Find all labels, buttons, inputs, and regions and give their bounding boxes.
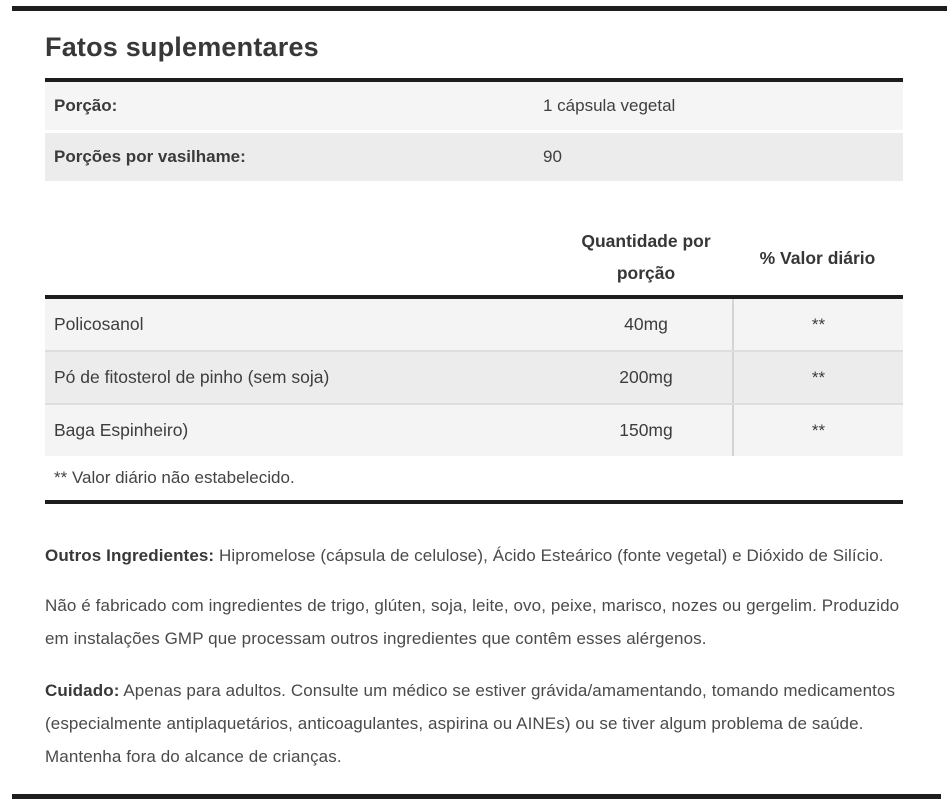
ingredient-name: Baga Espinheiro)	[54, 420, 189, 440]
caution-text: Apenas para adultos. Consulte um médico se estiver grávida/amamentando, tomando medicamentos (especialmente antiplaquetários, anticoagulantes, aspirina ou AINEs) ou se tiver algum problema de saúde. Mantenha fora do alcance de crianças.	[45, 681, 896, 766]
percent-daily-value-header: % Valor diário	[759, 247, 876, 268]
amount-per-serving-header: Quantidade por porção	[581, 231, 711, 283]
supplement-facts-panel	[45, 0, 903, 773]
other-ingredients-label: Outros Ingredientes:	[45, 546, 215, 565]
ingredient-name: Pó de fitosterol de pinho (sem soja)	[54, 367, 330, 387]
top-border-rule	[12, 6, 947, 11]
daily-value-footnote: ** Valor diário não estabelecido.	[45, 456, 903, 504]
table-row	[45, 299, 903, 350]
servings-per-container-row	[45, 130, 903, 181]
serving-size-row	[45, 82, 903, 130]
ingredient-amount: 150mg	[619, 420, 673, 440]
serving-size-value: 1 cápsula vegetal	[543, 96, 676, 115]
allergen-text: Não é fabricado com ingredientes de trigo, glúten, soja, leite, ovo, peixe, marisco, nozes ou gergelim. Produzido em instalações GMP que processam outros ingredientes que contêm esses alérgenos.	[45, 596, 900, 648]
facts-table	[45, 295, 903, 504]
ingredient-name: Policosanol	[54, 314, 144, 334]
page-title: Fatos suplementares	[45, 32, 319, 62]
allergen-paragraph	[45, 589, 903, 655]
servings-per-container-label: Porções por vasilhame:	[54, 147, 246, 166]
ingredient-amount: 200mg	[619, 367, 673, 387]
ingredient-amount: 40mg	[624, 314, 668, 334]
ingredient-daily-value: **	[732, 352, 903, 403]
facts-column-headers	[45, 221, 903, 295]
servings-per-container-value: 90	[543, 147, 562, 166]
other-ingredients-paragraph	[45, 539, 903, 572]
bottom-border-rule	[12, 794, 941, 799]
serving-size-label: Porção:	[54, 96, 118, 115]
table-row	[45, 403, 903, 456]
serving-info-table	[45, 78, 903, 181]
other-ingredients-text: Hipromelose (cápsula de celulose), Ácido Esteárico (fonte vegetal) e Dióxido de Silício.	[214, 546, 884, 565]
ingredient-daily-value: **	[732, 299, 903, 350]
caution-label: Cuidado:	[45, 681, 120, 700]
caution-paragraph	[45, 674, 903, 773]
table-row	[45, 350, 903, 403]
ingredient-daily-value: **	[732, 405, 903, 456]
